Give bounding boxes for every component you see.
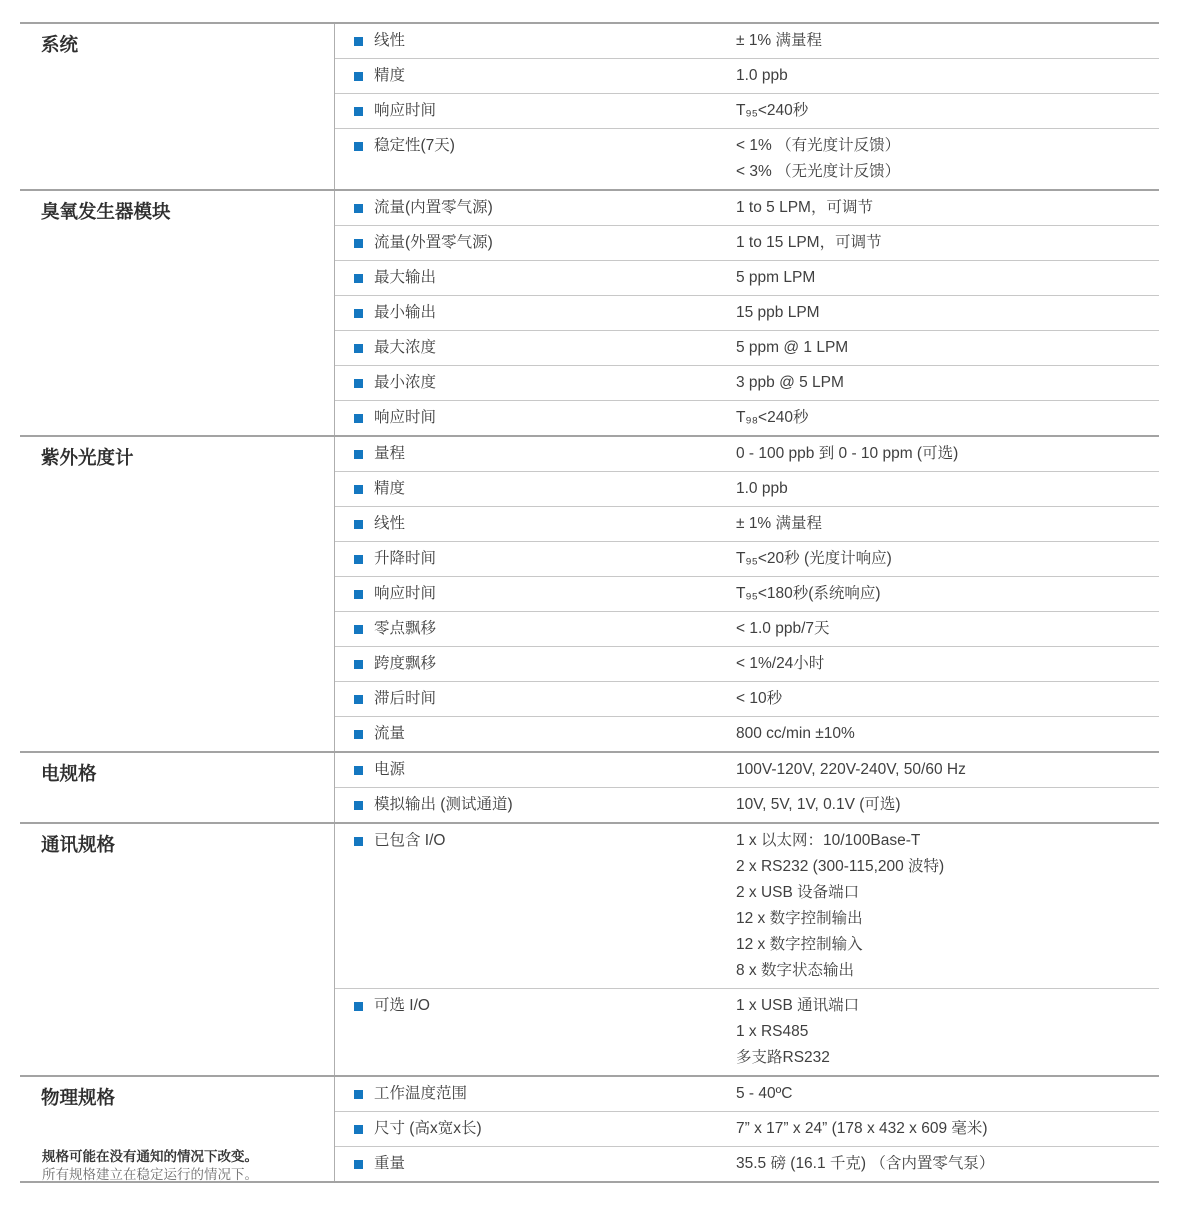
param-label: 响应时间 (374, 409, 437, 426)
param-label: 尺寸 (高x宽x长) (374, 1120, 482, 1137)
param-cell (335, 792, 736, 818)
bullet-square-icon (354, 1160, 363, 1169)
bullet-square-icon (354, 142, 363, 151)
value-line: < 1% （有光度计反馈） (736, 137, 901, 154)
value-cell (736, 300, 1159, 326)
spec-row (335, 542, 1159, 577)
param-cell (335, 511, 736, 537)
spec-row (335, 296, 1159, 331)
value-line: < 3% （无光度计反馈） (736, 163, 901, 180)
param-cell (335, 993, 736, 1019)
param-label: 已包含 I/O (374, 832, 446, 849)
value-line: 5 ppm @ 1 LPM (736, 339, 849, 356)
spec-row (335, 472, 1159, 507)
value-line: ± 1% 满量程 (736, 515, 823, 532)
param-cell (335, 476, 736, 502)
spec-row (335, 753, 1159, 788)
value-cell (736, 133, 1159, 185)
param-label: 流量(内置零气源) (374, 199, 493, 216)
value-cell (736, 1081, 1159, 1107)
param-label: 零点飘移 (374, 620, 437, 637)
param-label: 稳定性(7天) (374, 137, 455, 154)
bullet-square-icon (354, 107, 363, 116)
section-category-label: 系统 (20, 24, 335, 189)
param-cell (335, 721, 736, 747)
spec-row (335, 191, 1159, 226)
spec-row (335, 226, 1159, 261)
spec-row (335, 366, 1159, 401)
bullet-square-icon (354, 414, 363, 423)
section-rows (335, 1077, 1159, 1181)
value-cell (736, 757, 1159, 783)
section-rows (335, 824, 1159, 1075)
footer-note-secondary: 所有规格建立在稳定运行的情况下。 (42, 1166, 258, 1182)
spec-section (20, 435, 1159, 751)
value-line: 5 - 40ºC (736, 1085, 793, 1102)
value-line: 1 x USB 通讯端口 (736, 997, 860, 1014)
spec-row (335, 788, 1159, 822)
bullet-square-icon (354, 555, 363, 564)
param-label: 响应时间 (374, 585, 437, 602)
param-label: 最大浓度 (374, 339, 437, 356)
param-cell (335, 1116, 736, 1142)
param-cell (335, 195, 736, 221)
value-line: ± 1% 满量程 (736, 32, 823, 49)
value-line: 100V-120V, 220V-240V, 50/60 Hz (736, 761, 966, 778)
value-cell (736, 28, 1159, 54)
param-cell (335, 828, 736, 854)
param-label: 最小浓度 (374, 374, 437, 391)
param-cell (335, 28, 736, 54)
bullet-square-icon (354, 274, 363, 283)
param-label: 滞后时间 (374, 690, 437, 707)
bullet-square-icon (354, 344, 363, 353)
spec-section (20, 22, 1159, 189)
param-label: 线性 (374, 515, 406, 532)
value-line: 1 to 5 LPM，可调节 (736, 199, 873, 216)
value-cell (736, 370, 1159, 396)
bullet-square-icon (354, 801, 363, 810)
spec-row (335, 59, 1159, 94)
value-line: T₉₈<240秒 (736, 409, 809, 426)
section-rows (335, 753, 1159, 822)
value-cell (736, 828, 1159, 984)
bullet-square-icon (354, 660, 363, 669)
param-cell (335, 651, 736, 677)
spec-row (335, 437, 1159, 472)
value-line: < 1.0 ppb/7天 (736, 620, 830, 637)
spec-row (335, 401, 1159, 435)
value-line: 12 x 数字控制输入 (736, 936, 863, 953)
bullet-square-icon (354, 239, 363, 248)
bullet-square-icon (354, 695, 363, 704)
spec-row (335, 1077, 1159, 1112)
bullet-square-icon (354, 520, 363, 529)
spec-row (335, 647, 1159, 682)
bullet-square-icon (354, 379, 363, 388)
param-label: 流量(外置零气源) (374, 234, 493, 251)
value-line: < 10秒 (736, 690, 783, 707)
value-line: 15 ppb LPM (736, 304, 820, 321)
value-cell (736, 721, 1159, 747)
spec-row (335, 682, 1159, 717)
section-category-label: 电规格 (20, 753, 335, 822)
spec-row (335, 717, 1159, 751)
value-cell (736, 98, 1159, 124)
value-line: 1 x RS485 (736, 1023, 809, 1040)
value-cell (736, 441, 1159, 467)
value-cell (736, 405, 1159, 431)
param-cell (335, 441, 736, 467)
param-label: 跨度飘移 (374, 655, 437, 672)
value-line: 1 to 15 LPM，可调节 (736, 234, 882, 251)
value-cell (736, 546, 1159, 572)
bullet-square-icon (354, 485, 363, 494)
bullet-square-icon (354, 625, 363, 634)
spec-row (335, 612, 1159, 647)
value-cell (736, 476, 1159, 502)
param-cell (335, 335, 736, 361)
value-line: 35.5 磅 (16.1 千克) （含内置零气泵） (736, 1155, 995, 1172)
value-cell (736, 1151, 1159, 1177)
value-cell (736, 686, 1159, 712)
value-line: 2 x USB 设备端口 (736, 884, 860, 901)
param-cell (335, 370, 736, 396)
value-line: 5 ppm LPM (736, 269, 816, 286)
section-category-label: 物理规格 (20, 1077, 335, 1181)
section-category-label: 臭氧发生器模块 (20, 191, 335, 435)
value-line: 3 ppb @ 5 LPM (736, 374, 844, 391)
value-line: 1.0 ppb (736, 67, 788, 84)
value-line: 8 x 数字状态输出 (736, 962, 854, 979)
param-label: 电源 (374, 761, 406, 778)
bullet-square-icon (354, 72, 363, 81)
param-label: 流量 (374, 725, 406, 742)
value-cell (736, 616, 1159, 642)
value-cell (736, 63, 1159, 89)
value-line: 12 x 数字控制输出 (736, 910, 863, 927)
spec-section (20, 822, 1159, 1075)
bullet-square-icon (354, 1125, 363, 1134)
param-cell (335, 265, 736, 291)
param-cell (335, 300, 736, 326)
bullet-square-icon (354, 450, 363, 459)
value-line: 10V, 5V, 1V, 0.1V (可选) (736, 796, 901, 813)
value-cell (736, 792, 1159, 818)
param-cell (335, 98, 736, 124)
value-line: 2 x RS232 (300-115,200 波特) (736, 858, 945, 875)
param-cell (335, 230, 736, 256)
bullet-square-icon (354, 309, 363, 318)
bullet-square-icon (354, 590, 363, 599)
section-category-label: 通讯规格 (20, 824, 335, 1075)
param-cell (335, 616, 736, 642)
section-rows (335, 24, 1159, 189)
footer-notes (42, 1148, 258, 1183)
spec-row (335, 577, 1159, 612)
bullet-square-icon (354, 1002, 363, 1011)
param-label: 可选 I/O (374, 997, 430, 1014)
section-rows (335, 191, 1159, 435)
param-cell (335, 405, 736, 431)
param-cell (335, 757, 736, 783)
spec-row (335, 24, 1159, 59)
value-line: T₉₅<20秒 (光度计响应) (736, 550, 892, 567)
param-cell (335, 686, 736, 712)
value-line: T₉₅<180秒(系统响应) (736, 585, 881, 602)
section-rows (335, 437, 1159, 751)
param-label: 升降时间 (374, 550, 437, 567)
value-line: 7” x 17” x 24” (178 x 432 x 609 毫米) (736, 1120, 988, 1137)
value-line: 800 cc/min ±10% (736, 725, 855, 742)
param-label: 量程 (374, 445, 406, 462)
value-cell (736, 230, 1159, 256)
param-label: 重量 (374, 1155, 406, 1172)
value-cell (736, 651, 1159, 677)
bullet-square-icon (354, 730, 363, 739)
param-label: 最大输出 (374, 269, 437, 286)
value-line: 0 - 100 ppb 到 0 - 10 ppm (可选) (736, 445, 959, 462)
value-cell (736, 511, 1159, 537)
spec-row (335, 824, 1159, 989)
spec-row (335, 261, 1159, 296)
spec-row (335, 129, 1159, 189)
spec-row (335, 1147, 1159, 1181)
param-label: 最小输出 (374, 304, 437, 321)
value-cell (736, 993, 1159, 1071)
value-cell (736, 265, 1159, 291)
param-label: 模拟输出 (测试通道) (374, 796, 513, 813)
param-label: 线性 (374, 32, 406, 49)
spec-section (20, 189, 1159, 435)
value-line: 1.0 ppb (736, 480, 788, 497)
param-label: 工作温度范围 (374, 1085, 468, 1102)
param-cell (335, 581, 736, 607)
spec-row (335, 507, 1159, 542)
bullet-square-icon (354, 766, 363, 775)
footer-note-primary: 规格可能在没有通知的情况下改变。 (42, 1149, 258, 1164)
spec-row (335, 94, 1159, 129)
bullet-square-icon (354, 1090, 363, 1099)
spec-table (20, 22, 1159, 1183)
value-cell (736, 195, 1159, 221)
value-cell (736, 581, 1159, 607)
section-category-label: 紫外光度计 (20, 437, 335, 751)
param-cell (335, 1081, 736, 1107)
param-label: 精度 (374, 480, 406, 497)
param-label: 精度 (374, 67, 406, 84)
param-cell (335, 546, 736, 572)
bullet-square-icon (354, 837, 363, 846)
value-cell (736, 1116, 1159, 1142)
param-cell (335, 1151, 736, 1177)
value-cell (736, 335, 1159, 361)
spec-row (335, 331, 1159, 366)
param-cell (335, 133, 736, 159)
bullet-square-icon (354, 204, 363, 213)
value-line: T₉₅<240秒 (736, 102, 809, 119)
value-line: < 1%/24小时 (736, 655, 825, 672)
spec-section (20, 751, 1159, 822)
value-line: 多支路RS232 (736, 1049, 830, 1066)
spec-row (335, 989, 1159, 1075)
value-line: 1 x 以太网：10/100Base-T (736, 832, 921, 849)
param-cell (335, 63, 736, 89)
spec-row (335, 1112, 1159, 1147)
param-label: 响应时间 (374, 102, 437, 119)
bullet-square-icon (354, 37, 363, 46)
